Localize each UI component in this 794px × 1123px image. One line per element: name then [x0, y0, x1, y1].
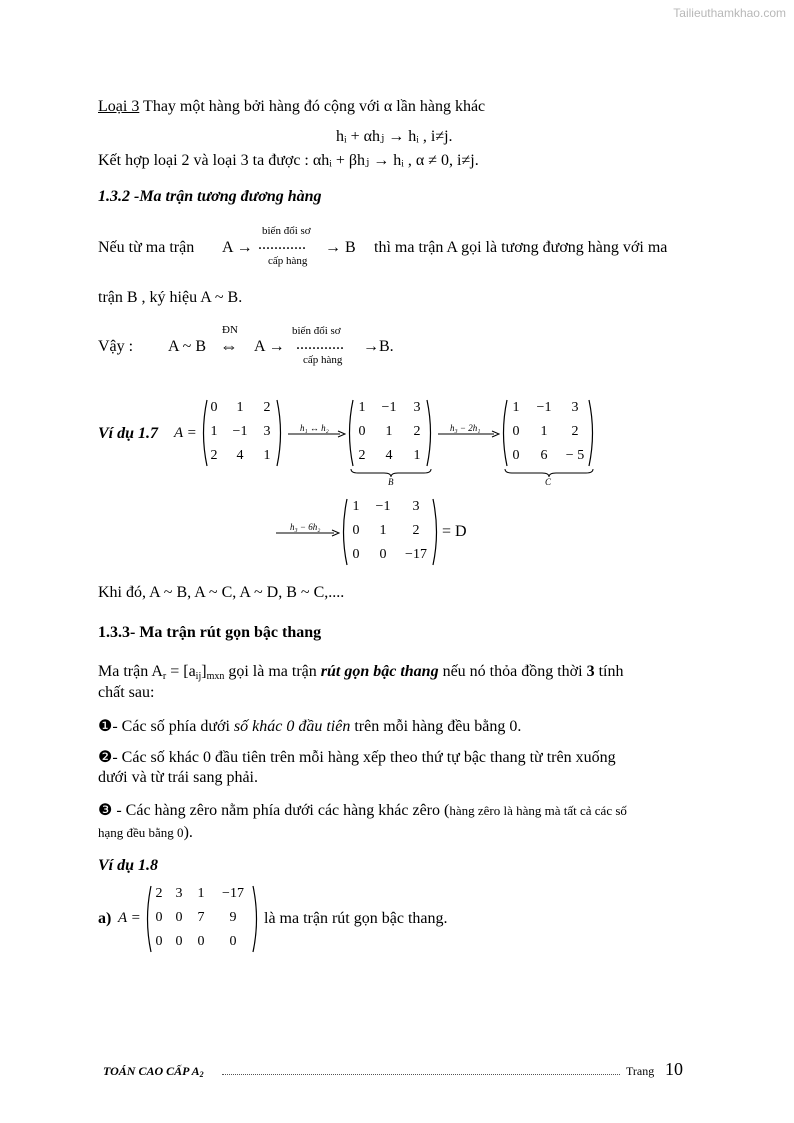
matrix-cell: 1 [358, 400, 366, 415]
matrix-cell: −17 [405, 547, 427, 562]
khido-line: Khi đó, A ~ B, A ~ C, A ~ D, B ~ C,.... [98, 584, 345, 601]
matrix-cell: 2 [210, 448, 218, 463]
loai3-line [98, 98, 485, 116]
op3-label: h₃ − 6h₂ [290, 522, 321, 532]
iff-symbol: ⇔ [220, 336, 238, 356]
matrix-cell: 0 [175, 934, 183, 949]
matrix-cell: 2 [263, 400, 271, 415]
combo-line: Kết hợp loại 2 và loại 3 ta được : αhᵢ + βhⱼ → hᵢ , α ≠ 0, i≠j. [98, 152, 479, 169]
vd18-A-eq: A = [118, 910, 141, 926]
vay-arrow-bottom: cấp hàng [303, 354, 343, 366]
matrix-cell: 2 [358, 448, 366, 463]
p1-part: - Các số phía dưới [112, 718, 234, 735]
property-2 [98, 747, 616, 767]
matrix-cell: −1 [232, 424, 248, 439]
p3-part: - Các hàng zêro nằm phía dưới các hàng khác zêro ( [112, 802, 450, 819]
vd17-A-eq: A = [174, 425, 197, 441]
matrix-cell: 1 [263, 448, 271, 463]
footer-dotted-line [222, 1074, 620, 1075]
matrix-cell: 0 [229, 934, 237, 949]
vay-A: A ~ B [168, 338, 206, 355]
def-line-1 [98, 663, 623, 682]
p3-small-2: hạng đều bằng 0 [98, 825, 184, 840]
matrix-cell: 1 [512, 400, 520, 415]
matrix-cell: 0 [210, 400, 218, 415]
matrix-cell: 4 [385, 448, 393, 463]
arrow-3 [276, 529, 340, 537]
p3-close: ). [183, 824, 193, 841]
vd18-a-label: a) [98, 910, 112, 927]
vd18-label: Ví dụ 1.8 [98, 857, 159, 874]
matrix-cell: 1 [197, 886, 205, 901]
arrow-1 [288, 430, 346, 438]
def-part: Ma trận A [98, 663, 163, 680]
vay-arrow-dots: ............ [296, 336, 344, 353]
matrix-cell: 2 [155, 886, 163, 901]
def-part: tính [594, 663, 624, 680]
def-sub-ij: ij [195, 671, 202, 682]
matrix-cell: 0 [512, 448, 520, 463]
matrix-cell: 1 [236, 400, 244, 415]
matrix-cell: 3 [263, 424, 271, 439]
op1-label: h₁ ↔ h₂ [300, 423, 329, 433]
matrix-cell: 1 [385, 424, 393, 439]
equiv-line-A: A → [222, 239, 253, 256]
equiv-line-2: trận B , ký hiệu A ~ B. [98, 289, 243, 306]
matrix-cell: 0 [379, 547, 387, 562]
property-2-line2: dưới và từ trái sang phải. [98, 769, 258, 786]
vay-end: →B. [363, 338, 394, 355]
bullet-1-icon: ❶ [98, 718, 113, 735]
matrix-cell: −1 [536, 400, 552, 415]
vay-A2: A → [254, 338, 285, 355]
arrow-dots: ............ [258, 236, 306, 253]
matrix-cell: 0 [512, 424, 520, 439]
matrix-cell: 3 [412, 499, 420, 514]
matrix-cell: 7 [197, 910, 205, 925]
def-line-2: chất sau: [98, 684, 155, 701]
matrix-cell: 0 [352, 547, 360, 562]
matrix-cell: 9 [229, 910, 237, 925]
property-1 [98, 716, 521, 736]
equiv-line-prefix: Nếu từ ma trận [98, 239, 195, 256]
matrix-vd18 [144, 884, 260, 954]
def-part: gọi là ma trận [224, 663, 321, 680]
matrix-D [340, 497, 440, 567]
dn-label: ĐN [222, 324, 238, 336]
matrix-cell: −1 [381, 400, 397, 415]
vay-arrow-top: biến đổi sơ [292, 325, 341, 337]
matrix-cell: 0 [155, 934, 163, 949]
matrix-C [500, 398, 596, 468]
op2-label: h₃ − 2h₁ [450, 423, 481, 433]
page-number: 10 [665, 1059, 683, 1079]
vd17-label: Ví dụ 1.7 [98, 425, 159, 442]
def-bold-term: rút gọn bậc thang [320, 663, 439, 680]
matrix-cell: 0 [352, 523, 360, 538]
matrix-cell: 1 [413, 448, 421, 463]
matrix-cell: 0 [358, 424, 366, 439]
matrix-cell: 2 [571, 424, 579, 439]
arrow-top-label: biến đổi sơ [262, 225, 311, 237]
footer-title-text: TOÁN CAO CẤP A [103, 1064, 200, 1078]
p1-part: trên mỗi hàng đều bằng 0. [350, 718, 522, 735]
matrix-A [200, 398, 284, 468]
property-3 [98, 800, 627, 820]
loai3-text: Thay một hàng bởi hàng đó cộng với α lần hàng khác [139, 98, 486, 115]
matrix-cell: 6 [540, 448, 548, 463]
def-part: ] [201, 663, 207, 680]
loai3-formula: hᵢ + αhⱼ → hᵢ , i≠j. [336, 128, 453, 145]
brace-B-label: B [388, 477, 394, 487]
brace-C-label: C [545, 477, 552, 487]
footer-trang: Trang [626, 1064, 655, 1078]
matrix-cell: 0 [155, 910, 163, 925]
matrix-cell: 1 [540, 424, 548, 439]
matrix-cell: 0 [175, 910, 183, 925]
property-3-line2 [98, 824, 193, 842]
watermark: Tailieuthamkhao.com [673, 6, 786, 20]
matrix-cell: 4 [236, 448, 244, 463]
matrix-cell: 3 [413, 400, 421, 415]
matrix-cell: 1 [352, 499, 360, 514]
matrix-cell: 3 [571, 400, 579, 415]
matrix-cell: 2 [413, 424, 421, 439]
matrix-cell: 3 [175, 886, 183, 901]
def-number: 3 [586, 663, 595, 680]
p3-small-1: hàng zêro là hàng mà tất cả các số [449, 803, 627, 818]
def-part: nếu nó thỏa đồng thời [438, 663, 587, 680]
p2-line1: - Các số khác 0 đầu tiên trên mỗi hàng xếp theo thứ tự bậc thang từ trên xuống [112, 749, 616, 766]
vd18-text: là ma trận rút gọn bậc thang. [264, 910, 448, 927]
matrix-cell: 1 [210, 424, 218, 439]
def-sub-r: r [162, 671, 167, 682]
matrix-cell: 0 [197, 934, 205, 949]
matrix-cell: −1 [375, 499, 391, 514]
matrix-B [346, 398, 434, 468]
bullet-2-icon: ❷ [98, 749, 113, 766]
equiv-line-B: → B [325, 239, 356, 256]
heading-133: 1.3.3- Ma trận rút gọn bậc thang [98, 624, 322, 641]
matrix-cell: 1 [379, 523, 387, 538]
loai3-label: Loại 3 [98, 98, 140, 115]
equiv-line-suffix: thì ma trận A gọi là tương đương hàng với ma [374, 239, 668, 256]
def-sub-mxn: mxn [206, 671, 225, 682]
bullet-3-icon: ❸ [98, 802, 113, 819]
matrix-cell: − 5 [565, 448, 585, 463]
def-part: = [a [166, 663, 196, 680]
arrow-bottom-label: cấp hàng [268, 255, 308, 267]
D-eq: = D [442, 523, 467, 540]
footer-title [103, 1064, 204, 1079]
p1-italic: số khác 0 đầu tiên [233, 718, 351, 735]
arrow-2 [438, 430, 500, 438]
footer-title-sub: 2 [199, 1070, 204, 1079]
vay-label: Vậy : [98, 338, 134, 355]
matrix-cell: −17 [222, 886, 244, 901]
heading-132: 1.3.2 -Ma trận tương đương hàng [98, 188, 322, 205]
matrix-cell: 2 [412, 523, 420, 538]
